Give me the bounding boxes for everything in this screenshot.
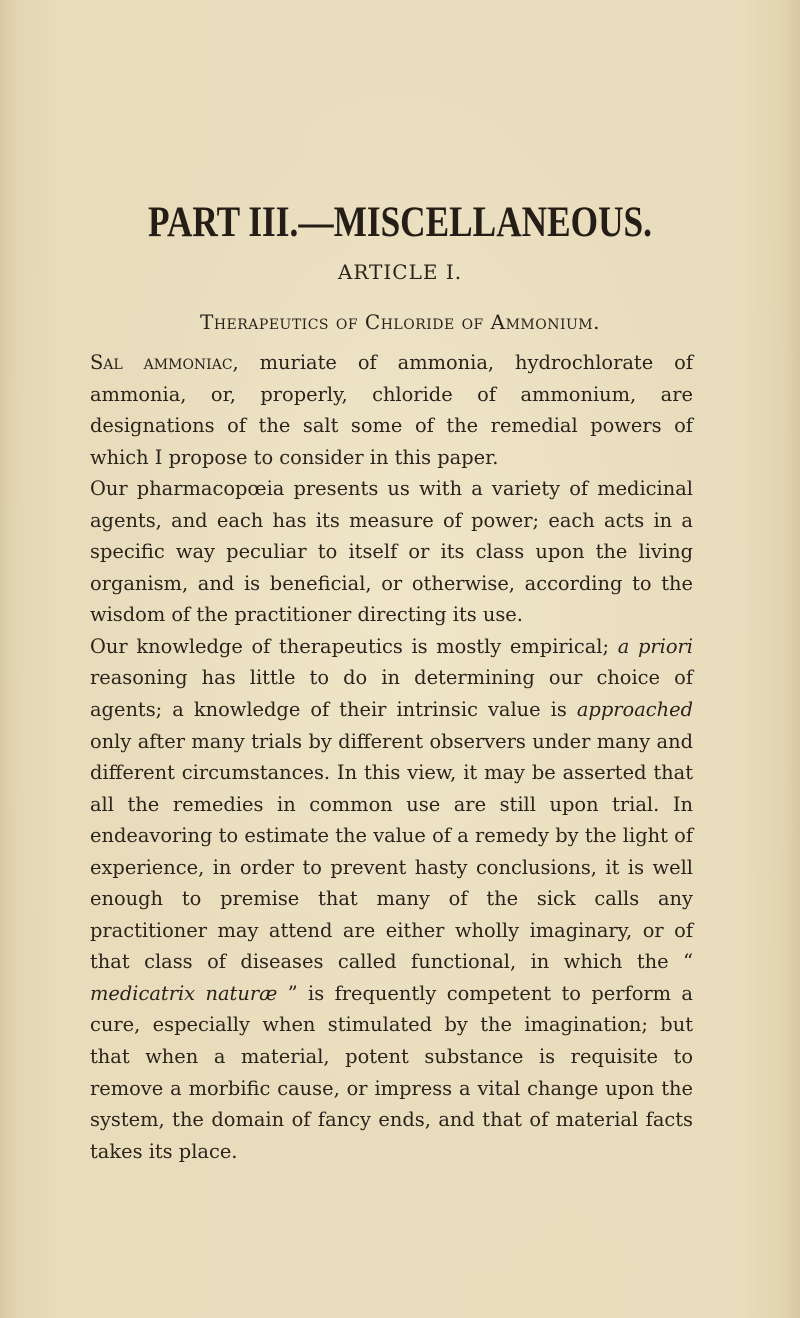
paragraph-text: ” is frequently competent to perform a cure, especially when stimulated by the imagination; but that when a material, potent substance is requisite to remove a morbific cause, or impress a vital change upon the system, the domain of fancy ends, and that of material facts takes its place. bbox=[90, 981, 693, 1163]
italic-phrase: approached bbox=[576, 698, 693, 722]
paragraph-text: , muriate of ammonia, hydrochlorate of ammonia, or, properly, chloride of ammonium, are designations of the salt some of the remedial powers of which I propose to consider in this paper. bbox=[90, 351, 693, 469]
article-heading: ARTICLE I. bbox=[337, 260, 463, 284]
body-text bbox=[90, 347, 693, 1167]
italic-phrase: medicatrix naturæ bbox=[90, 981, 278, 1005]
part-heading: PART III.—MISCELLANEOUS. bbox=[148, 199, 652, 246]
paragraph-text: Our knowledge of therapeutics is mostly empirical; bbox=[90, 634, 618, 658]
paragraph-2 bbox=[90, 473, 693, 631]
paragraph-text: reasoning has little to do in determining our choice of agents; a knowledge of their intrinsic value is bbox=[90, 666, 693, 722]
paragraph-1 bbox=[90, 347, 693, 473]
paragraph-lead: Sal ammoniac bbox=[90, 351, 233, 374]
italic-phrase: a priori bbox=[617, 634, 693, 658]
paragraph-3 bbox=[90, 631, 693, 1167]
article-title: Therapeutics of Chloride of Ammonium. bbox=[199, 310, 600, 334]
paragraph-text: Our pharmacopœia presents us with a variety of medicinal agents, and each has its measure of power; each acts in a specific way peculiar to itself or its class upon the living organism, and is beneficial, or otherwise, according to the wisdom of the practitioner directing its use. bbox=[90, 477, 693, 627]
paragraph-text: only after many trials by different observers under many and different circumstances. In this view, it may be asserted that all the remedies in common use are still upon trial. In endeavoring to estimate the value of a remedy by the light of experience, in order to prevent hasty conclusions, it is well enough to premise that many of the sick calls any practitioner may attend are either wholly imaginary, or of that class of diseases called functional, in which the “ bbox=[90, 729, 693, 974]
